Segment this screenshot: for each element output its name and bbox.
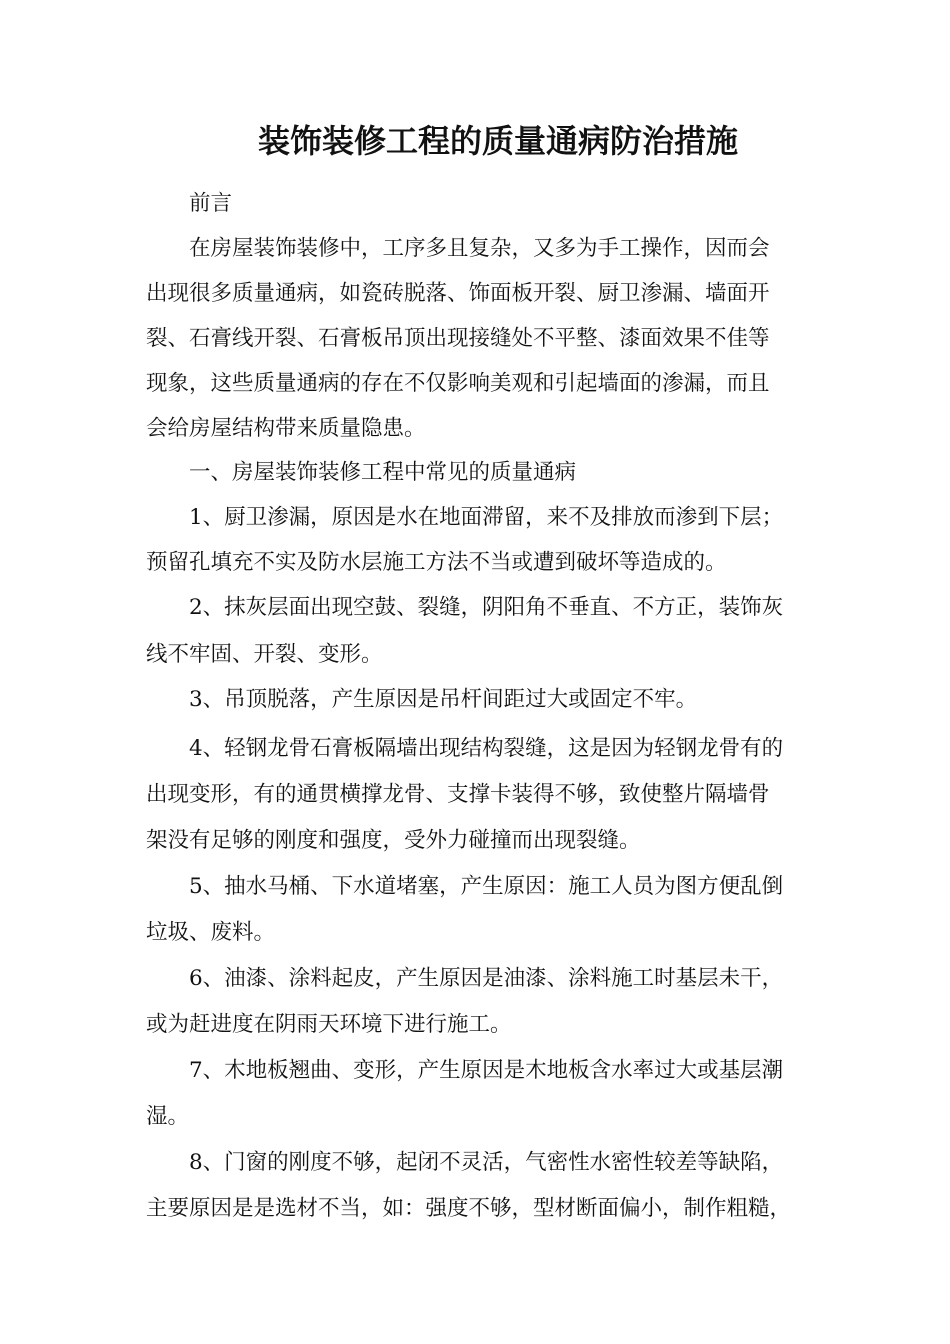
paragraph-line: 在房屋装饰装修中，工序多且复杂，又多为手工操作，因而会 bbox=[189, 236, 770, 261]
list-item-line: 预留孔填充不实及防水层施工方法不当或遭到破坏等造成的。 bbox=[146, 550, 727, 575]
list-item-line: 垃圾、废料。 bbox=[146, 920, 276, 945]
list-item-line: 7、木地板翘曲、变形，产生原因是木地板含水率过大或基层潮 bbox=[189, 1058, 784, 1083]
list-item-line: 线不牢固、开裂、变形。 bbox=[146, 642, 383, 667]
list-item-line: 4、轻钢龙骨石膏板隔墙出现结构裂缝，这是因为轻钢龙骨有的 bbox=[189, 736, 784, 761]
paragraph-line: 出现很多质量通病，如瓷砖脱落、饰面板开裂、厨卫渗漏、墙面开 bbox=[146, 281, 770, 306]
paragraph-line: 现象，这些质量通病的存在不仅影响美观和引起墙面的渗漏，而且 bbox=[146, 371, 770, 396]
paragraph-line: 会给房屋结构带来质量隐患。 bbox=[146, 416, 426, 441]
list-item-line: 5、抽水马桶、下水道堵塞，产生原因：施工人员为图方便乱倒 bbox=[189, 874, 784, 899]
list-item-line: 2、抹灰层面出现空鼓、裂缝，阴阳角不垂直、不方正，装饰灰 bbox=[189, 595, 784, 620]
list-item-line: 主要原因是是选材不当，如：强度不够，型材断面偏小，制作粗糙， bbox=[146, 1196, 792, 1221]
list-item-line: 或为赶进度在阴雨天环境下进行施工。 bbox=[146, 1012, 512, 1037]
list-item-line: 1、厨卫渗漏，原因是水在地面滞留，来不及排放而渗到下层； bbox=[189, 505, 784, 530]
heading-preface: 前言 bbox=[189, 191, 233, 216]
list-item-line: 湿。 bbox=[146, 1104, 190, 1129]
list-item-line: 6、油漆、涂料起皮，产生原因是油漆、涂料施工时基层未干， bbox=[189, 966, 784, 991]
document-title: 装饰装修工程的质量通病防治措施 bbox=[258, 122, 739, 160]
list-item-line: 出现变形，有的通贯横撑龙骨、支撑卡装得不够，致使整片隔墙骨 bbox=[146, 782, 770, 807]
paragraph-line: 裂、石膏线开裂、石膏板吊顶出现接缝处不平整、漆面效果不佳等 bbox=[146, 326, 770, 351]
list-item-line: 架没有足够的刚度和强度，受外力碰撞而出现裂缝。 bbox=[146, 828, 641, 853]
list-item-line: 3、吊顶脱落，产生原因是吊杆间距过大或固定不牢。 bbox=[189, 687, 698, 712]
section-heading: 一、房屋装饰装修工程中常见的质量通病 bbox=[189, 460, 577, 485]
list-item-line: 8、门窗的刚度不够，起闭不灵活，气密性水密性较差等缺陷， bbox=[189, 1150, 784, 1175]
